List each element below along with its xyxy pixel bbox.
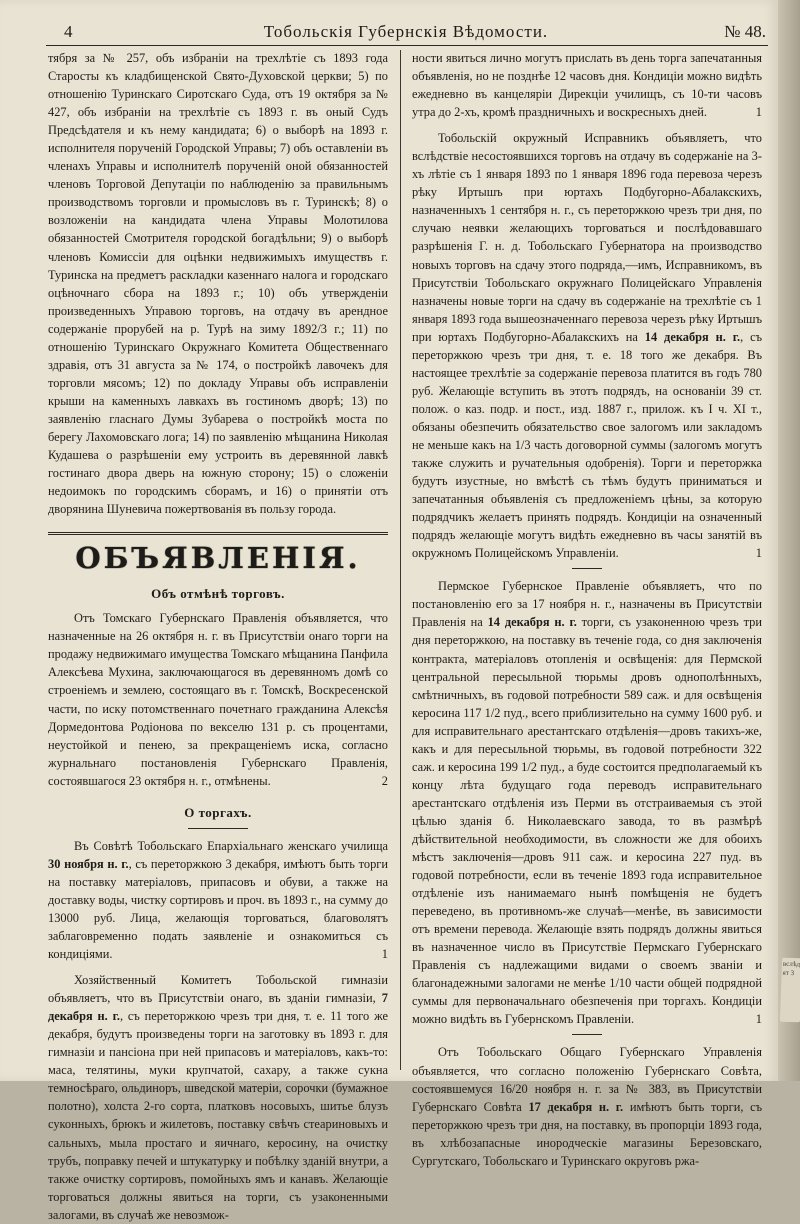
notice-perm-text: Пермское Губернское Правленіе объявляетъ, что по постановленію его за 17 ноября н. г., назначены въ Присутствіи Правленія на [412, 579, 762, 630]
notice-provisions-text: Отъ Тобольскаго Общаго Губернскаго Управленія объявляется, что согласно положенію Губернскаго Совѣта, состоявшемуся 16/20 ноября н. г. за № 383, въ Присутствіи Губернскаго Совѣта [412, 1045, 762, 1114]
notice-provisions-date: 17 декабря н. г. [528, 1099, 624, 1114]
notice-gymnasium [48, 971, 388, 1224]
page-number: 4 [64, 22, 73, 41]
page-edge [778, 0, 800, 1081]
notice-provisions [412, 1043, 762, 1169]
notice-tomsk-number: 2 [381, 773, 388, 788]
subhead-rule [188, 828, 248, 829]
notice-ferry-text-2: , съ переторжкою чрезъ три дня, т. е. 18 того же декабря. Въ настоящее трехлѣтіе за содержаніе перевоза платится въ годъ 780 руб. Желающіе вступить въ этотъ подрядъ, на основаніи 39 ст. полож. о каз. подр. и пост., изд. 1887 г., прилож. къ I ч. XI т., обязаны обезпечить обязательство свое залогомъ или закладомъ не меньше какъ на 1/3 часть договорной суммы (залогомъ могутъ также служить и ручательныя одобренія). Торги и переторжка будутъ изустные, но вмѣстѣ съ тѣмъ будутъ приниматься и запечатанныя объявленія съ предложеніемъ цѣны, за которую подрядчикъ желаетъ принять подрядъ. Кондиціи на означенный подрядъ желающіе могутъ видѣть ежедневно въ часы занятій въ окружномъ Полицейскомъ Управленіи. [412, 329, 763, 561]
notice-gymnasium-text-2: , съ переторжкою чрезъ три дня, т. е. 11 того же декабря, будутъ произведены торги на заготовку въ 1893 г. для гимназіи и пансіона при ней припасовъ и матеріаловъ, какъ-то: маса, телятины, муки крупчатой, сахару, а также сукна темносѣраго, ольдиноръ, шведской матеріи, сорочки (бумажное полотно), холста 2-го сорта, платковъ носовыхъ, шитье блузъ суконныхъ, брюкъ и жилетовъ, поставку свѣчъ стеариновыхъ и сальныхъ, мыла простаго и яичнаго, керосину, на очистку трубъ, поправку печей и штукатурку и побѣлку зданій внутри, а также очистку сортировъ, помойныхъ ямъ и канавъ. Желающіе торговаться должны явиться на торги, съ узаконенными залогами, въ случаѣ же невозмож- [48, 1009, 388, 1222]
section-separator [48, 532, 388, 535]
header-rule [46, 45, 768, 46]
notice-provisions-text-2: имѣютъ быть торги, съ переторжкою чрезъ три дня, на поставку, въ пропорціи 1893 года, въ хлѣбозапасные инородческіе магазины Березовскаго, Сургутскаго, Тобольскаго и Туринскаго округовъ ржа- [412, 1099, 763, 1168]
right-column [412, 49, 762, 1170]
notice-rule-2 [572, 1034, 602, 1035]
notice-perm [412, 577, 762, 1028]
notice-perm-date: 14 декабря н. г. [487, 615, 577, 630]
notice-school-text: Въ Совѣтѣ Тобольскаго Епархіальнаго женскаго училища [74, 838, 388, 853]
notice-ferry-number: 1 [755, 546, 762, 561]
notice-perm-text-2: торги, съ узаконенною чрезъ три дня переторжкою, на поставку въ теченіе года, со дня заключенія контракта, матеріаловъ отопленія и освѣщенія: для Пермской центральной пересыльной тюрьмы дровъ однополѣнныхъ, смѣтничныхъ, въ годовой потребности 589 саж. и для освѣщенія керосина 117 1/2 пуд., всего приблизительно на сумму 1600 руб. и для исправительнаго арестантскаго отдѣленія—дровъ такихъ-же, какъ и для пересыльной тюрьмы, въ годовой потребности 322 саж. и керосина 199 1/2 пуд., а буде состоится предполагаемый къ концу лѣта будущаго года переводъ исправительнаго арестантскаго отдѣленія изъ Перми въ отстраиваемыя съ этой цѣлью зданія б. Николаевскаго завода, то въ размѣрѣ дѣйствительной необходимости, въ сложности же для обоихъ мѣстъ заключенія—дровъ 911 саж. и керосина 227 пуд. въ годовой потребности, если въ теченіе 1893 года исправительное отдѣленіе изъ нанимаемаго нынѣ помѣщенія не будетъ переведено, въ противномъ-же случаѣ—менѣе, въ зависимости отъ времени перевода. Желающіе взять подрядъ должны явиться въ назначенное число въ Присутствіе Пермскаго Губернскаго Правленія съ надлежащими видами о своемъ званіи и благонадежными залогами не менѣе 1/10 части общей подрядной суммы для первоначальнаго обезпеченія при торгахъ. Кондиціи можно видѣть въ Губернскомъ Правленіи. [412, 615, 762, 1027]
newspaper-title: Тобольскія Губернскія Вѣдомости. [263, 22, 549, 41]
notice-gymnasium-continuation [412, 49, 762, 121]
notice-school-text-2: , съ переторжкою 3 декабря, имѣютъ быть торги на поставку матеріаловъ, припасовъ и обуви, а также на доставку воды, чистку сортировъ и проч. въ 1893 г., на сумму до 13000 руб. Лица, желающія торговаться, благоволятъ заблаговременно подать заявленіе и ознакомиться съ кондиціями. [48, 856, 388, 962]
notice-ferry-date: 14 декабря н. г. [644, 329, 741, 344]
subhead-auctions: О торгахъ. [184, 804, 252, 820]
left-column [48, 49, 388, 1224]
notice-rule [572, 568, 602, 569]
article-continuation: тября за № 257, объ избраніи на трехлѣтіе съ 1893 года Старосты къ кладбищенской Свято-Духовской церкви; 5) по отношенію Туринскаго Сиротскаго Суда, отъ 19 октября за № 427, объ избраніи на трехлѣтіе съ 1893 г. въ оный Судъ Предсѣдателя и къ нему кандидата; 6) о выборѣ на 1893 г. исполнителя порученій Городской Управы; 7) объ оставленіи въ членахъ Управы и исполнителѣ порученій оной обязанностей членовъ Торговой Депутаціи по наблюденію за правильнымъ производствомъ торговли и промысловъ въ г. Туринскѣ; 8) о возложеніи на кандидата члена Управы Молотилова обязанностей Смотрителя городской богадѣльни; 9) о выборѣ членовъ Комиссіи для оцѣнки недвижимыхъ имуществъ г. Туринска на предметъ раскладки казеннаго налога и городскаго оцѣночнаго сбора на 1893 г.; 10) объ утвержденіи произведенныхъ Управою торговъ, на отдачу въ арендное содержаніе прорубей на р. Турѣ на зиму 1892/3 г.; 11) по отношенію Туринскаго Окружнаго Комитета Общественнаго здравія, отъ 31 августа за № 174, о постройкѣ лавочекъ для торговли мясомъ; 12) по докладу Управы объ исправленіи крыши на каменныхъ лавкахъ въ гостиномъ дворѣ; 13) по заявленію гласнаго Думы Зубарева о постройкѣ моста по берегу Лахомовскаго лога; 14) по заявленію мѣщанина Николая Кудашева о разрѣшеніи ему устроить въ деревянной лавкѣ гостинаго двора дверь на южную сторону; 15) о сложеніи недоимокъ по городскимъ сборамъ, и 16) о принятіи отъ дворянина Шуневича пожертвованія въ пользу города. [48, 51, 388, 517]
notice-gymnasium-date: 7 декабря н. г. [48, 991, 388, 1024]
column-divider [400, 50, 401, 1070]
issue-number: № 48. [724, 22, 766, 41]
notice-school-date: 30 ноября н. г. [48, 856, 129, 871]
notice-ferry [412, 129, 762, 562]
section-title: ОБЪЯВЛЕНІЯ. [75, 541, 361, 576]
notice-ferry-text: Тобольскій окружный Исправникъ объявляетъ, что вслѣдствіе несостоявшихся торговъ на отдачу въ содержаніе на 3-хъ лѣтіе съ 1 января 1893 по 1 января 1896 года перевоза черезъ рѣку Иртышъ при юртахъ Подбугорно-Абалакскихъ, назначенныхъ 1 сентября н. г., съ переторжкою чрезъ три дня, по случаю неявки желающихъ торговаться и послѣдовавшаго разрѣшенія Г. н. д. Тобольскаго Губернатора на производство новыхъ торговъ на сдачу этого подряда,—имъ, Исправникомъ, въ Присутствіи Тобольскаго окружнаго Полицейскаго Управленія назначены новые торги на сдачу въ содержаніе на трехлѣтіе съ 1 января 1893 года вышеозначеннаго перевоза черезъ рѣку Иртышъ при юртахъ Подбугорно-Абалакскихъ на [412, 131, 762, 344]
notice-gymnasium-number: 1 [755, 105, 762, 120]
notice-school [48, 837, 388, 963]
page-header [46, 22, 766, 46]
edge-scrap: вслѣд ят 3 [780, 958, 800, 1023]
notice-tomsk [48, 609, 388, 789]
notice-tomsk-text: Отъ Томскаго Губернскаго Правленія объявляется, что назначенные на 26 октября н. г. въ Присутствіи онаго торги на продажу недвижимаго имущества Томскаго мѣщанина Панфила Алексѣева Мухина, заключающагося въ деревянномъ домѣ со строеніемъ и землею, состоящаго въ г. Томскѣ, Воскресенской части, по иску потомственнаго почетнаго гражданина Алексѣя Дормедонтова Родіонова по векселю 131 р. съ процентами, неустойкой и пенею, за прекращеніемъ иска, согласно журнальнаго постановленія Губернскаго Правленія, состоявшагося 23 октября н. г., отмѣнены. [48, 611, 388, 788]
subhead-cancellation: Объ отмѣнѣ торговъ. [151, 586, 285, 602]
notice-gymnasium-text: Хозяйственный Комитетъ Тобольской гимназіи объявляетъ, что въ Присутствіи онаго, въ зданіи гимназіи, [48, 973, 388, 1006]
notice-gymnasium-cont-text: ности явиться лично могутъ прислать въ день торга запечатанныя объявленія, но не позднѣе 12 часовъ дня. Кондиціи можно видѣть ежедневно въ канцеляріи Дирекціи училищъ, съ 10-ти часовъ утра до 2-хъ, кромѣ праздничныхъ и воскресныхъ дней. [412, 51, 762, 120]
notice-school-number: 1 [381, 947, 388, 962]
notice-perm-number: 1 [755, 1012, 762, 1027]
